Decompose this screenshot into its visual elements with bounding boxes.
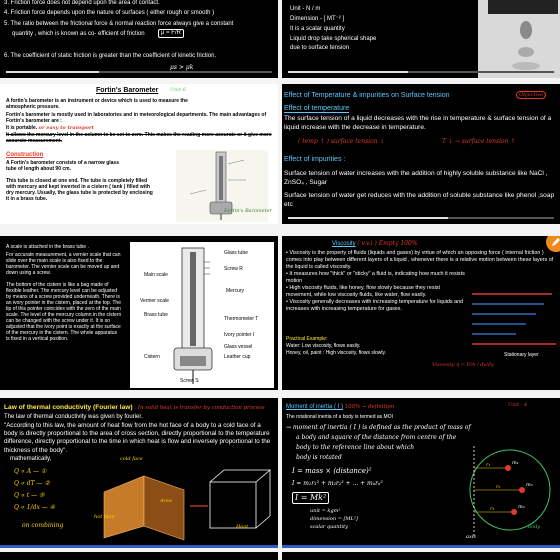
pencil-icon [551,237,560,247]
fortin-construction-head: Construction [6,152,44,158]
moi-r3: r₃ [490,506,495,512]
viscosity-header [332,240,418,248]
moi-hw-2: a body and square of the distance from centre of the [296,434,457,441]
fourier-hw-4: Q ∝ 1/dx — ④ [14,504,56,511]
st-dimension: Dimension - [ MT⁻² ] [290,16,345,22]
moi-p1: The rotational inertia of a body is termed as MOI [286,414,393,420]
label-brass-tube: Brass tube [144,312,168,318]
fourier-cold-face: cold face [120,456,143,462]
moi-hw-1: → moment of inertia ( I ) is defined as the product of mass of [286,424,471,431]
video-progress-fill [288,217,448,219]
viscosity-practical-1: Water: Low viscosity, flows easily. [286,343,361,349]
moi-hw-8: unit = kgm² [310,508,341,514]
friction-line-3: 3. Friction force does not depend upon the area of contact. [4,0,160,6]
slide-barometer-scale[interactable] [0,236,278,390]
fortin-title: Fortin's Barometer [96,87,159,94]
video-progress-bar[interactable] [288,217,554,219]
video-progress-bar[interactable] [288,71,554,73]
scale-line-3: The bottom of the cistern is like a bag made of flexible leather. The mercury level can be adjusted by means of a screw provided underneath. There is an ivory pointer in the cistern, placed at the top. The tip of this pointer coincides with the zero of the main scale. The level of the mercury column in the cistern can be changed with the screw under it. It is so adjusted that the ivory point is exactly at the surface of the mercury in the cistern. The whole apparatus is fixed in a vertical position. [6,282,122,342]
scale-line-1: A scale is attached in the brass tube . [6,244,89,250]
st-effect-tag: Objective [516,91,546,99]
st-effect-temp-head: Effect of temperature [284,105,350,112]
viscosity-layers-diagram [472,286,556,350]
fourier-heat: Heat [236,524,249,530]
moi-axis-label: axis [466,534,476,540]
moi-hw-6: I = m₁r₁² + m₂r₂² + ... + mₙrₙ² [292,480,383,487]
slide-surface-tension-unit[interactable] [282,0,560,78]
st-drop-2: due to surface tension [290,45,350,51]
viscosity-bullet-2: • It measures how "thick" or "sticky" a fluid is, indicating how much it resists motion [286,271,466,285]
slide-surface-tension-effects[interactable] [282,84,560,224]
fortin-p2: Fortin's barometer is mostly used in laboratories and in meteorological departments. The main advantages of Fortin's barometer are : [6,112,267,124]
moi-body-figure [462,442,556,538]
fourier-p2: "According to this law, the amount of heat flow from the hot face of a body to a cold face of a body is directly proportional to the area of cross section, directly proportional to the temperature difference, directly proportional to the time in which heat is flow and inversely proportional to the thickness of the body". [4,422,271,454]
moi-hw-9: dimension = [ML²] [310,516,358,522]
moi-hw-5: I = mass × (distance)² [292,467,372,475]
moi-body-label: body [528,524,541,530]
slide-friction[interactable] [0,0,278,78]
st-effect-hw1: ( temp ↑ ) surface tension ↓ [298,138,385,145]
slide-accent-bar [282,545,560,548]
label-leather-cup: Leather cup [224,354,251,360]
viscosity-stationary-layer: Stationary layer [504,352,539,358]
fourier-header [4,404,265,412]
scale-line-2: For accurate measurement, a vernier scale that can slide over the main scale is also fixed to the barometer. The vernier scale can be moved up and down using a screw. [6,252,121,276]
friction-line-5: 5. The ratio between the frictional force & normal reaction force always give a constant [4,21,234,27]
fortin-unit-tag: Unit-6 [170,87,186,93]
fourier-hw-2: Q ∝ dT — ② [14,480,50,487]
friction-line-5b: quantity , which is known as co- efficient of friction [12,31,145,37]
fortin-b1-note: or easy to transport [38,125,94,131]
st-drop: Liquid drop take spherical shape [290,36,377,42]
label-vernier: Vernier scale [140,298,169,304]
fortin-b2: It allows the mercury level in the column to be set to zero. This makes the reading more accurate or it give more accurate measurement. [6,132,272,144]
st-effect-temp-para: The surface tension of a liquid decreases with the rise in temperature & surface tension of a liquid increase with the decrease in temperature. [284,115,552,131]
label-glass-vessel: Glass vessel [224,344,253,350]
fourier-math-label: mathematically, [10,456,52,462]
st-unit: Unit - N / m [290,6,321,12]
st-effect-hw2: T ↓ → surface tension ↑ [442,138,516,145]
st-scalar: It is a scalar quantity [290,26,345,32]
viscosity-practical-2: Honey, oil, paint : High viscosity, flows slowly. [286,350,387,356]
label-mercury: Mercury [226,288,245,294]
fortin-p1: A fortin's barometer is an instrument or device which is used to measure the atmospheric pressure. [6,98,188,110]
viscosity-hw-formula: Viscosity η = F/A / dv/dy [432,362,494,368]
fortin-c1: A Fortin's barometer consists of a narrow glass tube of length about 90 cm. [6,160,119,172]
slide-thermal-conductivity[interactable] [0,398,278,548]
fourier-hw-3: Q ∝ t — ③ [14,492,45,499]
fortin-b1-text: It is portable. [6,125,38,131]
label-cistern: Cistern [144,354,160,360]
label-screw-r: Screw R [224,266,243,272]
fourier-title-note: : In solid heat is transfer by conduction process [134,405,265,411]
moi-header [286,404,394,411]
label-thermometer: Thermometer T [224,316,259,322]
viscosity-bullet-4: • Viscosity generally decreases with increasing temperature for liquids and increases with increasing temperature for gases. [286,299,466,313]
viscosity-title: Viscosity [332,241,356,247]
moi-r1: r₁ [486,462,491,468]
moi-hw-4: body is rotated [296,454,342,461]
moi-m1: m₁ [512,460,519,466]
slide-fortins-barometer[interactable] [0,84,278,224]
moi-title: Moment of inertia ( I ) [286,404,344,410]
label-glass-tube: Glass tube [224,250,248,256]
friction-line-6: 6. The coefficient of static friction is greater than the coefficient of kinetic friction. [4,53,217,59]
video-progress-fill [6,71,99,73]
label-main-scale: Main scale [144,272,168,278]
friction-formula: μ = F/R [158,29,184,38]
fortin-fig-label: Fortin's Barometer [224,208,273,214]
st-effect-imp-p2: Surface tension of water increases with the addition of highly soluble substance like NaCl , ZnSO₄ , Sugar [284,170,548,186]
moi-hw-7: I = Mk² [292,492,329,504]
moi-hw-10: scalar quantity [310,524,348,530]
fourier-area: Area [160,498,172,504]
fourier-hot-face: hot face [94,514,115,520]
viscosity-practical-head: Practical Example: [286,336,328,342]
label-ivory: Ivory pointer I [224,332,255,338]
fourier-p1: The law of thermal conductivity was given by fourier. [4,414,143,420]
moi-hw-3: body to the reference line about which [296,444,415,451]
friction-note: μs > μk [170,64,194,71]
viscosity-title-note: ( v.v.i ) Empty 100% [357,240,418,247]
viscosity-bullet-1: • Viscosity is the property of fluids (liquids and gases) by virtue of which an opposing force ( internal friction ) comes into play between different layers of a liquid , whenever there is a relative motion between these layers of the liquid is called viscosity. [286,250,556,271]
friction-line-4: 4. Friction force depends upon the nature of surfaces ( either rough or smooth ) [4,10,215,16]
fourier-on-combining: on combining [22,522,64,529]
fortin-c2: This tube is closed at one end. The tube is completely filled with mercury and kept inverted in a cistern ( tank ) filled with dry mercury. Usually, the glass tube is protected by enclosing it in a brass tube. [6,178,153,202]
fourier-title: Law of thermal conductivity (Fourier law) [4,404,133,411]
fourier-slab-figure [84,462,274,542]
st-effect-title: Effect of Temperature & impurities on Surface tension [284,92,450,99]
fourier-hw-1: Q ∝ A — ① [14,468,47,475]
slide-next-left[interactable] [0,552,278,560]
moi-title-note: 100% → definition [344,404,395,410]
slide-accent-bar [0,545,278,548]
viscosity-bullet-3: • High viscosity fluids, like honey, flow slowly because they resist movement, while low viscosity fluids, like water, flow easily. [286,285,466,299]
moi-r2: r₂ [496,484,501,490]
moi-m3: m₃ [518,504,525,510]
slide-next-right[interactable] [282,552,560,560]
st-effect-impurities-head: Effect of impurities : [284,156,346,163]
moi-unit-tag: Unit - 4 [508,402,528,408]
fortin-b1 [6,125,94,131]
video-progress-fill [288,71,408,73]
video-progress-bar[interactable] [6,71,272,73]
water-drop-photo [478,0,560,78]
st-effect-imp-p3: Surface tension of water get reduces with the addition of soluble substance like phenol ,soap etc [284,192,555,208]
slide-moment-of-inertia[interactable] [282,398,560,548]
moi-m2: m₂ [526,482,533,488]
label-screw-s: Screw S [180,378,199,384]
slide-viscosity[interactable] [282,236,560,390]
